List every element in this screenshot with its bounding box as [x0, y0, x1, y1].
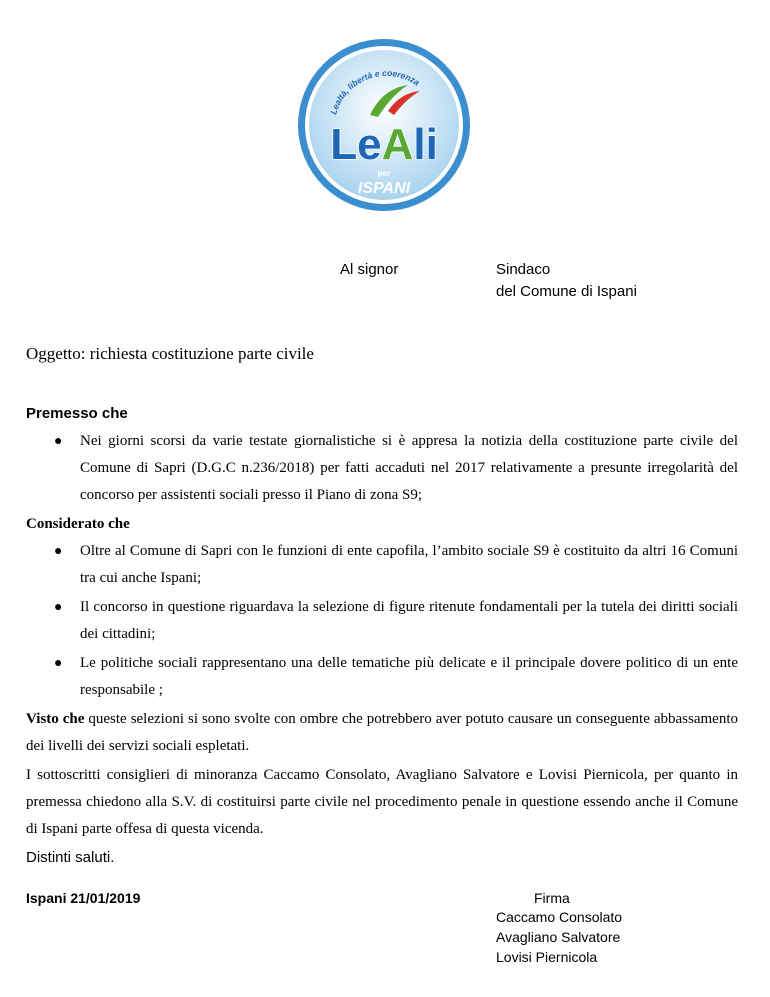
place-date: Ispani 21/01/2019 — [26, 890, 141, 906]
bullet-icon: ● — [54, 656, 63, 671]
logo-per: per — [377, 169, 391, 178]
bullet-icon: ● — [54, 434, 63, 449]
visto-paragraph — [26, 706, 738, 760]
logo-town: ISPANI — [357, 180, 411, 197]
signer-name: Lovisi Piernicola — [496, 949, 598, 965]
logo-main-text: LeAli — [330, 120, 438, 169]
bullet-icon: ● — [54, 600, 63, 615]
premesso-list — [26, 428, 738, 509]
considerato-list — [26, 538, 738, 704]
list-item: ● Nei giorni scorsi da varie testate giornalistiche si è appresa la notizia della costituzione parte civile del Comune di Sapri (D.G.C n.236/2018) per fatti accaduti nel 2017 relativamente a presunte irregolarità del concorso per assistenti sociali presso il Piano di zona S9; — [26, 428, 738, 509]
visto-text: queste selezioni si sono svolte con ombre che potrebbero aver potuto causare un conseguente abbassamento dei livelli dei servizi sociali espletati. — [26, 711, 738, 754]
logo-arc-text: Lealtà, libertà e coerenza — [328, 67, 422, 116]
bullet-icon: ● — [54, 544, 63, 559]
list-item: ● Oltre al Comune di Sapri con le funzioni di ente capofila, l’ambito sociale S9 è costituito da altri 16 Comuni tra cui anche Ispani; — [26, 538, 738, 592]
signature-label: Firma — [534, 890, 570, 906]
logo-seal — [296, 37, 472, 213]
subject-line: Oggetto: richiesta costituzione parte civile — [26, 344, 314, 363]
list-item: ● Il concorso in questione riguardava la selezione di figure ritenute fondamentali per la tutela dei diritti sociali dei cittadini; — [26, 594, 738, 648]
visto-lead: Visto che — [26, 711, 85, 727]
considerato-heading: Considerato che — [26, 516, 130, 532]
signer-name: Avagliano Salvatore — [496, 929, 621, 945]
signature-names — [496, 907, 622, 967]
salutation: Al signor — [340, 261, 399, 278]
recipient-line-2: del Comune di Ispani — [496, 283, 637, 300]
request-paragraph: I sottoscritti consiglieri di minoranza Caccamo Consolato, Avagliano Salvatore e Lovisi Piernicola, per quanto in premessa chiedono alla S.V. di costituirsi parte civile nel procedimento penale in questione essendo anche il Comune di Ispani parte offesa di questa vicenda. — [26, 767, 738, 837]
signer-name: Caccamo Consolato — [496, 909, 623, 925]
premesso-heading: Premesso che — [26, 405, 128, 422]
recipient-line-1: Sindaco — [496, 261, 551, 278]
closing: Distinti saluti. — [26, 849, 115, 866]
recipient — [496, 259, 637, 303]
leali-logo — [296, 37, 472, 213]
list-item: ● Le politiche sociali rappresentano una delle tematiche più delicate e il principale dovere politico di un ente responsabile ; — [26, 650, 738, 704]
